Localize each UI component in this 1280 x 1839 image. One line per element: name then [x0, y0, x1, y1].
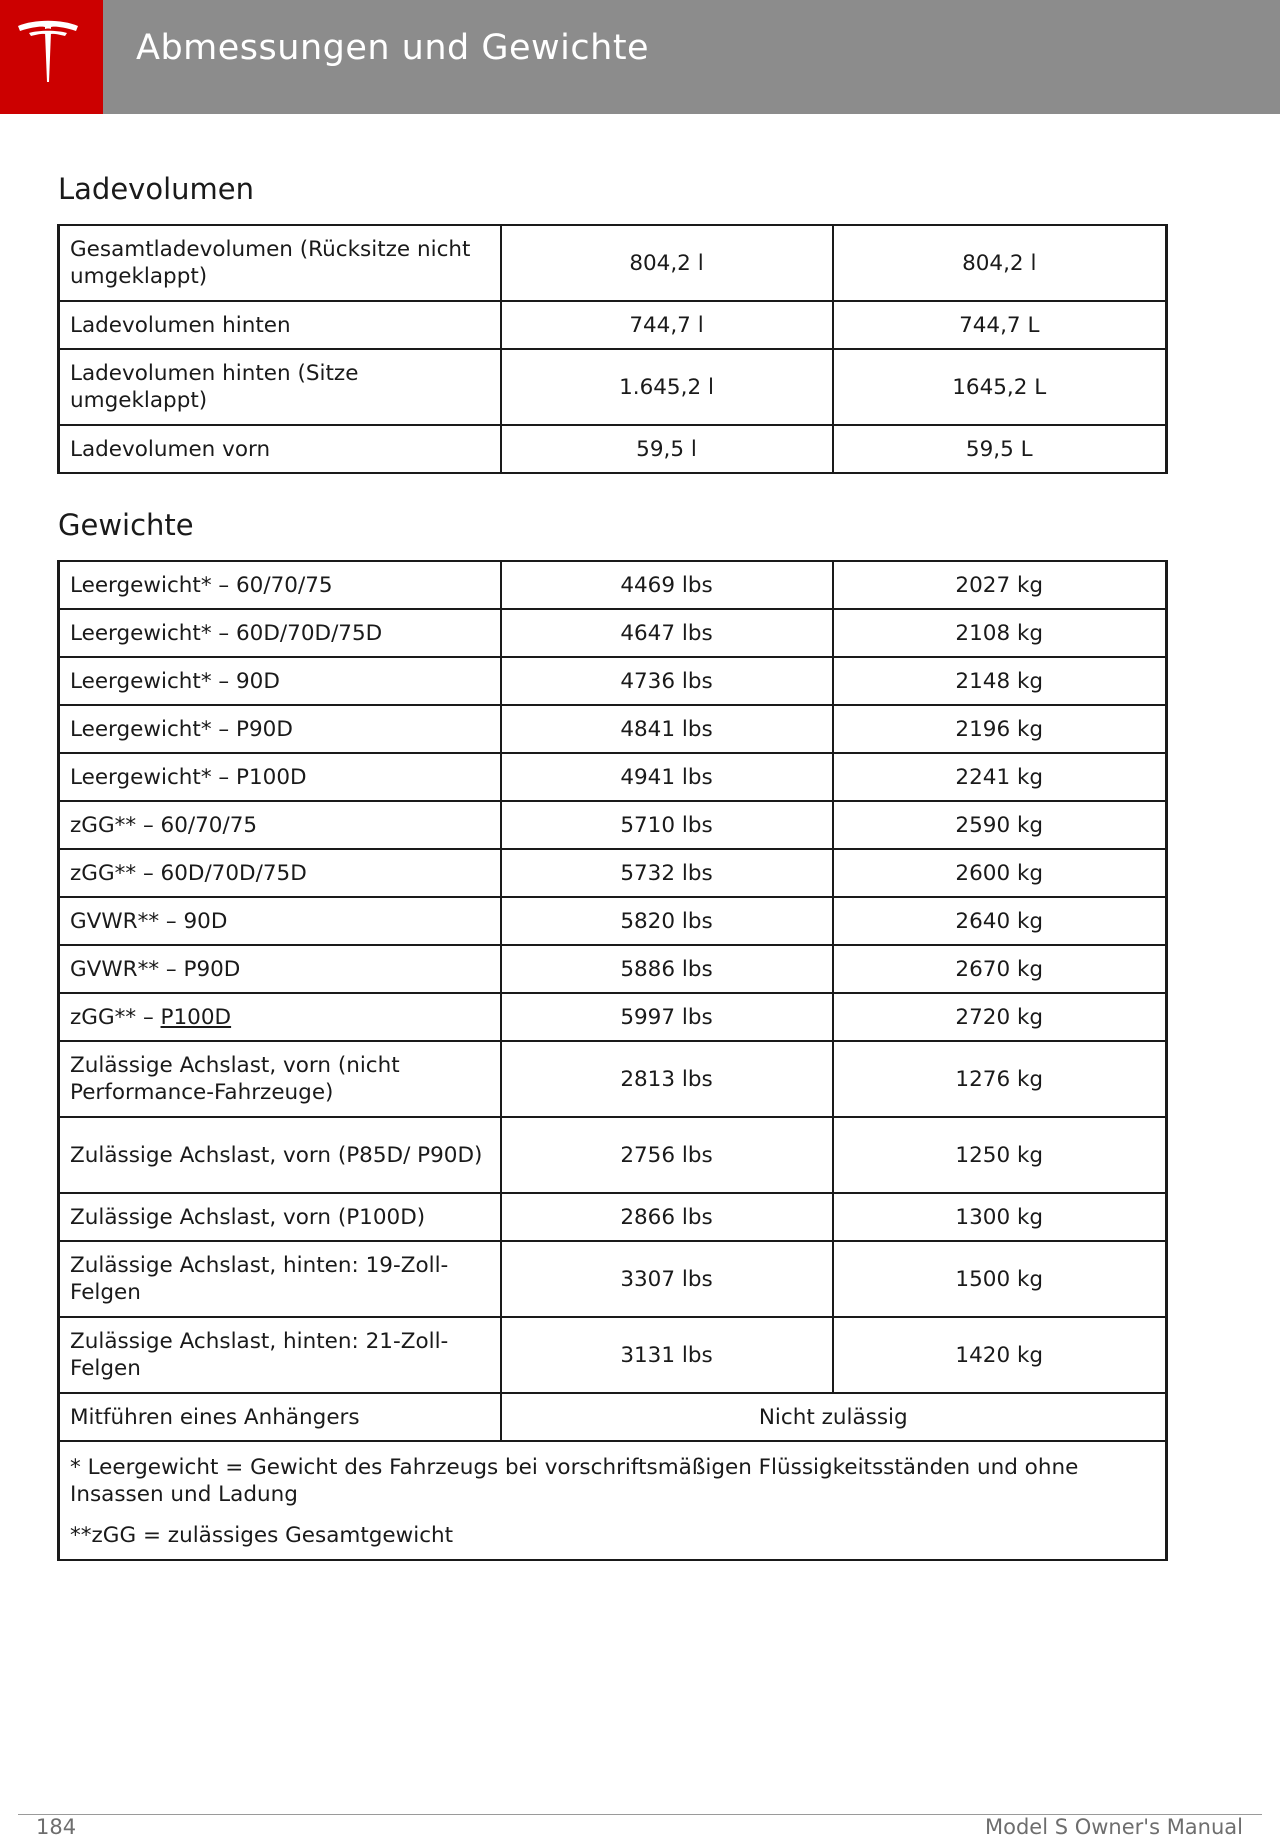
table-row — [59, 993, 1167, 1041]
row-label: Ladevolumen vorn — [59, 425, 501, 473]
value-metric: 744,7 l — [501, 301, 833, 349]
page-title: Abmessungen und Gewichte — [136, 28, 650, 68]
value-kg: 1276 kg — [833, 1041, 1167, 1117]
value-kg: 2148 kg — [833, 657, 1167, 705]
table-row — [59, 1117, 1167, 1193]
row-label: Leergewicht* – P100D — [59, 753, 501, 801]
value-kg: 2241 kg — [833, 753, 1167, 801]
value-lbs: 5997 lbs — [501, 993, 833, 1041]
page-header — [0, 0, 1280, 114]
value-lbs: 5710 lbs — [501, 801, 833, 849]
brand-logo-box — [0, 0, 103, 114]
value-lbs: 5886 lbs — [501, 945, 833, 993]
row-label: zGG** – 60D/70D/75D — [59, 849, 501, 897]
table-row — [59, 349, 1167, 425]
row-label: Gesamtladevolumen (Rücksitze nicht umgeklappt) — [59, 225, 501, 301]
value-kg: 2640 kg — [833, 897, 1167, 945]
value-lbs: 2813 lbs — [501, 1041, 833, 1117]
value-lbs: 4647 lbs — [501, 609, 833, 657]
table-row — [59, 1193, 1167, 1241]
table-row — [59, 1241, 1167, 1317]
row-label: Leergewicht* – 60/70/75 — [59, 561, 501, 609]
row-label: Zulässige Achslast, hinten: 21-Zoll-Felgen — [59, 1317, 501, 1393]
value-kg: 2196 kg — [833, 705, 1167, 753]
value-kg: 2720 kg — [833, 993, 1167, 1041]
footnote: * Leergewicht = Gewicht des Fahrzeugs bei vorschriftsmäßigen Flüssigkeitsständen und ohne Insassen und Ladung — [70, 1455, 1079, 1507]
page-number: 184 — [36, 1815, 77, 1839]
trailer-value: Nicht zulässig — [501, 1393, 1167, 1441]
row-label: Zulässige Achslast, vorn (nicht Performance-Fahrzeuge) — [59, 1041, 501, 1117]
value-kg: 1500 kg — [833, 1241, 1167, 1317]
table-row-trailer — [59, 1393, 1167, 1441]
value-lbs: 3131 lbs — [501, 1317, 833, 1393]
cargo-volume-table — [57, 224, 1168, 474]
value-lbs: 2866 lbs — [501, 1193, 833, 1241]
value-alt: 59,5 L — [833, 425, 1167, 473]
row-label: Ladevolumen hinten — [59, 301, 501, 349]
value-metric: 804,2 l — [501, 225, 833, 301]
table-row — [59, 945, 1167, 993]
weights-table — [57, 560, 1168, 1561]
table-row — [59, 897, 1167, 945]
table-row — [59, 1041, 1167, 1117]
row-label: Ladevolumen hinten (Sitze umgeklappt) — [59, 349, 501, 425]
value-kg: 1250 kg — [833, 1117, 1167, 1193]
row-label: zGG** – 60/70/75 — [59, 801, 501, 849]
value-lbs: 4469 lbs — [501, 561, 833, 609]
value-kg: 2670 kg — [833, 945, 1167, 993]
value-metric: 59,5 l — [501, 425, 833, 473]
value-lbs: 4736 lbs — [501, 657, 833, 705]
row-label — [59, 993, 501, 1041]
table-row — [59, 849, 1167, 897]
section-title-cargo: Ladevolumen — [58, 172, 254, 206]
value-lbs: 5732 lbs — [501, 849, 833, 897]
row-label-link[interactable]: P100D — [160, 1004, 232, 1030]
manual-name: Model S Owner's Manual — [985, 1815, 1243, 1839]
table-row — [59, 301, 1167, 349]
value-lbs: 5820 lbs — [501, 897, 833, 945]
row-label: Zulässige Achslast, hinten: 19-Zoll-Felgen — [59, 1241, 501, 1317]
table-notes-row — [59, 1441, 1167, 1560]
row-label-prefix: zGG** – — [70, 1004, 161, 1030]
value-metric: 1.645,2 l — [501, 349, 833, 425]
table-row — [59, 561, 1167, 609]
table-row — [59, 753, 1167, 801]
value-lbs: 3307 lbs — [501, 1241, 833, 1317]
value-lbs: 4941 lbs — [501, 753, 833, 801]
value-lbs: 2756 lbs — [501, 1117, 833, 1193]
table-row — [59, 425, 1167, 473]
row-label: GVWR** – 90D — [59, 897, 501, 945]
table-row — [59, 1317, 1167, 1393]
row-label: Leergewicht* – 90D — [59, 657, 501, 705]
value-alt: 744,7 L — [833, 301, 1167, 349]
value-lbs: 4841 lbs — [501, 705, 833, 753]
table-row — [59, 225, 1167, 301]
value-kg: 1300 kg — [833, 1193, 1167, 1241]
row-label: Leergewicht* – P90D — [59, 705, 501, 753]
table-row — [59, 609, 1167, 657]
row-label: Zulässige Achslast, vorn (P100D) — [59, 1193, 501, 1241]
value-kg: 2108 kg — [833, 609, 1167, 657]
trailer-label: Mitführen eines Anhängers — [59, 1393, 501, 1441]
row-label: Leergewicht* – 60D/70D/75D — [59, 609, 501, 657]
value-kg: 2600 kg — [833, 849, 1167, 897]
value-kg: 2027 kg — [833, 561, 1167, 609]
table-row — [59, 657, 1167, 705]
footnotes — [59, 1441, 1167, 1560]
table-row — [59, 801, 1167, 849]
row-label: GVWR** – P90D — [59, 945, 501, 993]
section-title-weights: Gewichte — [58, 508, 194, 542]
table-row — [59, 705, 1167, 753]
value-kg: 1420 kg — [833, 1317, 1167, 1393]
value-alt: 804,2 l — [833, 225, 1167, 301]
value-alt: 1645,2 L — [833, 349, 1167, 425]
value-kg: 2590 kg — [833, 801, 1167, 849]
tesla-logo-icon — [16, 20, 80, 86]
row-label: Zulässige Achslast, vorn (P85D/ P90D) — [59, 1117, 501, 1193]
footnote: **zGG = zulässiges Gesamtgewicht — [70, 1523, 454, 1548]
